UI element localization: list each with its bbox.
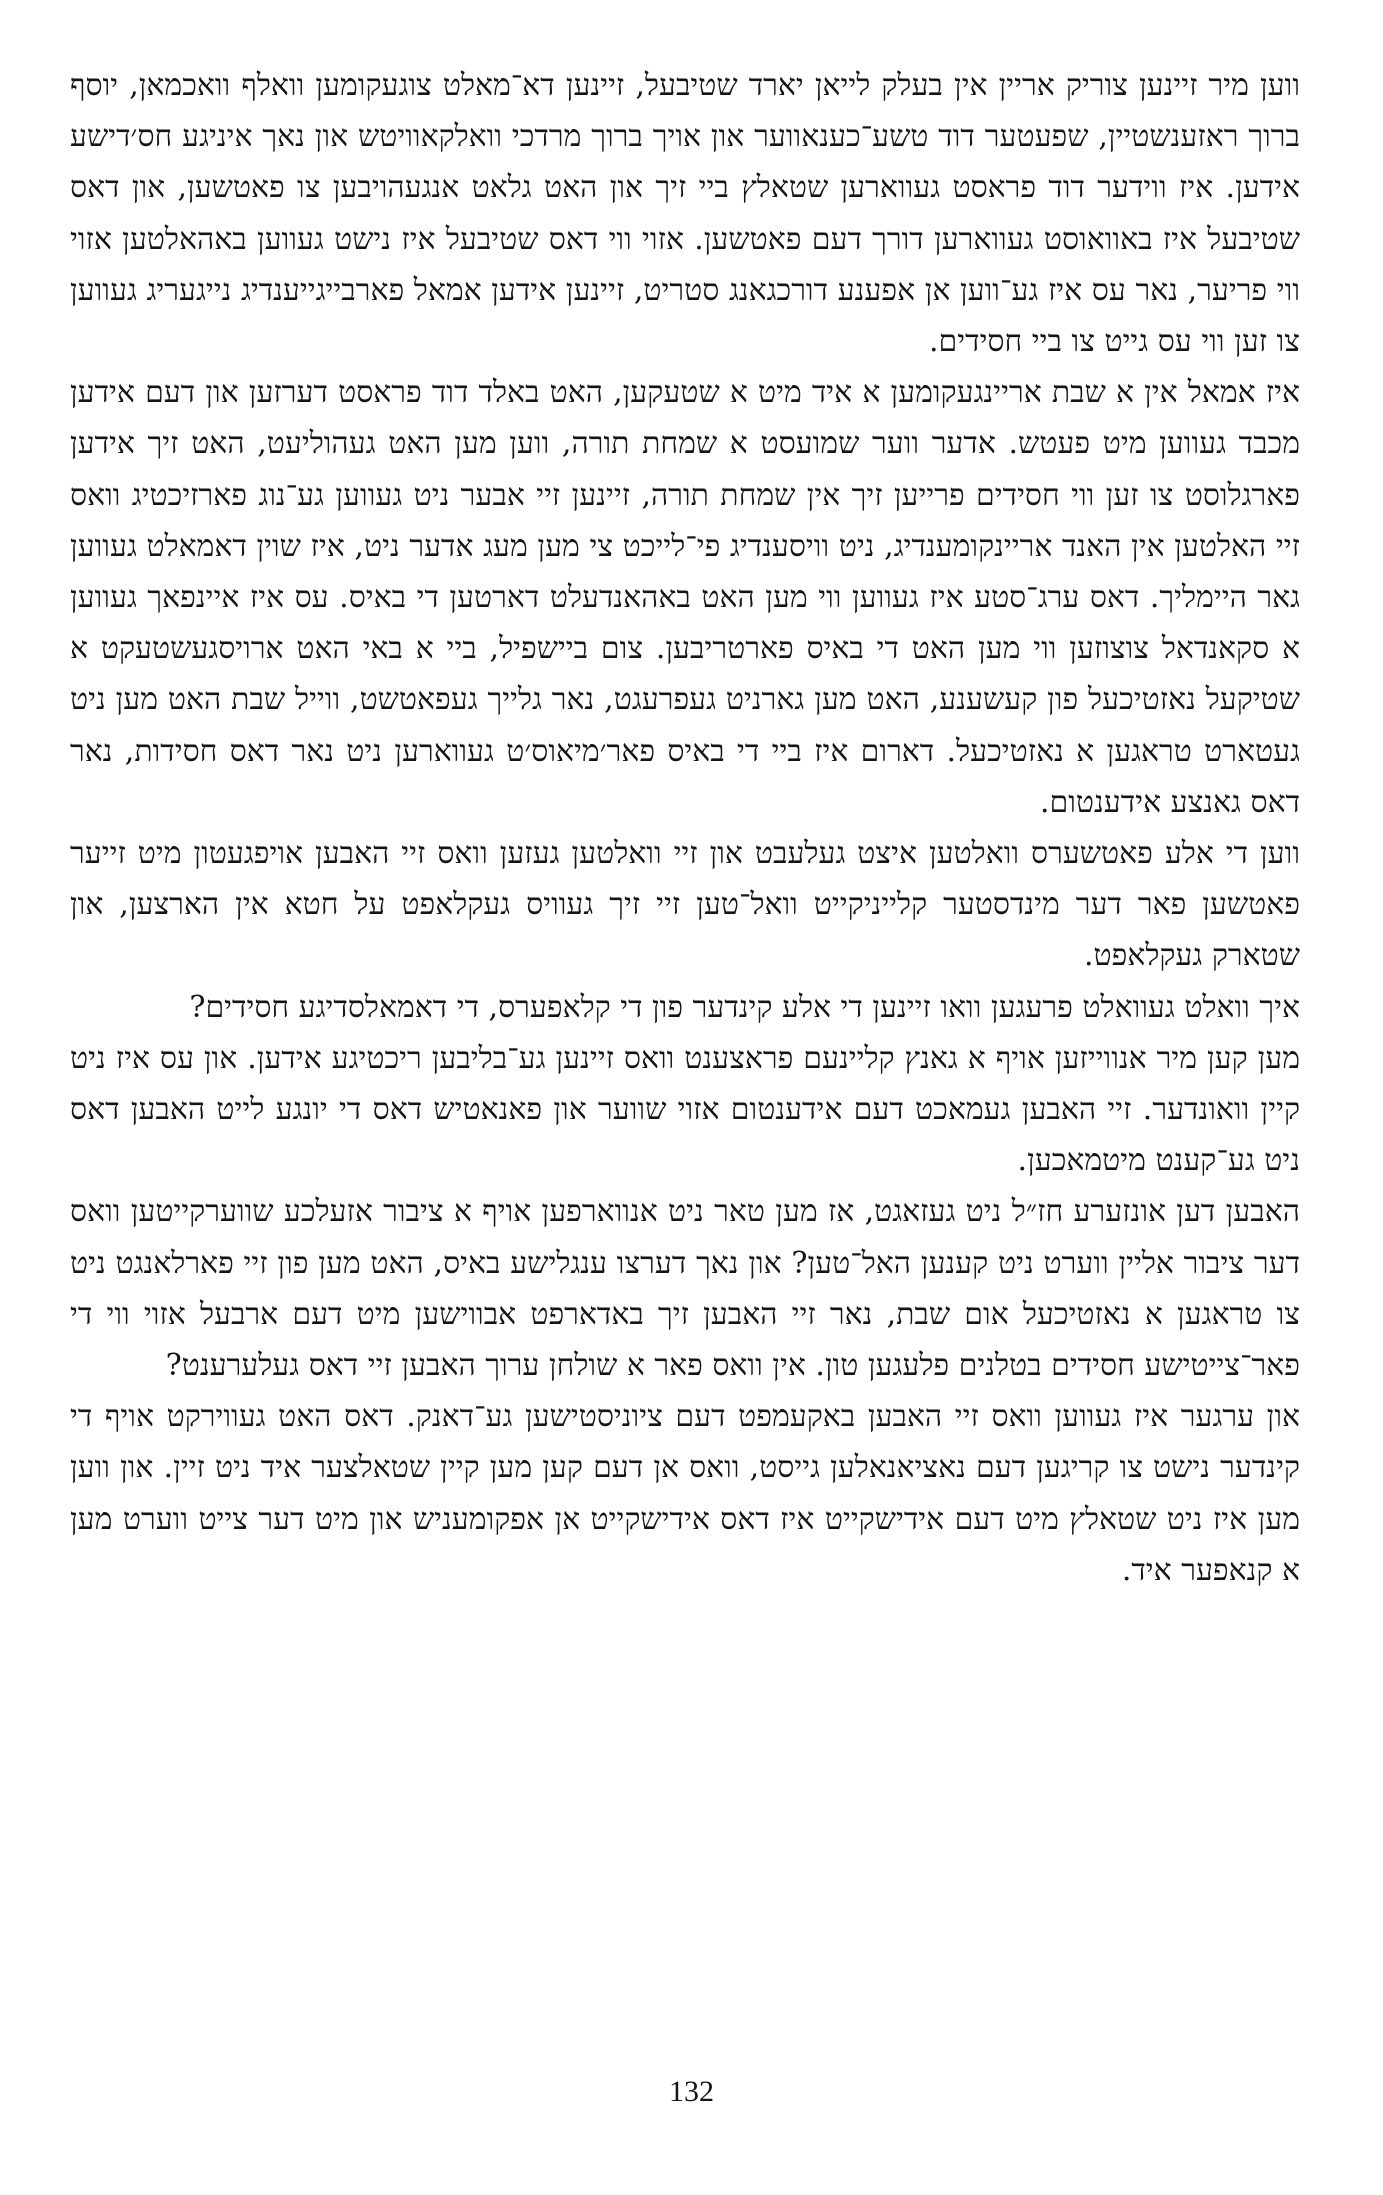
paragraph-text: ווען די אלע פאטשערס וואלטען איצט געלעבט און זיי וואלטען געזען וואס זיי האבען אויפגעטון מיט זייער פאטשען פאר דער מינדסטער קלייניקייט וואל־טען זיי זיך געוויס געקלאפט על חטא אין הארצען, און שטארק געקלאפט.: [70, 836, 1300, 974]
paragraph-6: [70, 1186, 1300, 1391]
paragraph-text: מען קען מיר אנווייזען אויף א גאנץ קליינעם פראצענט וואס זיינען גע־בליבען ריכטיגע אידען. און עס איז ניט קיין וואונדער. זיי האבען געמאכט דעם אידענטום אזוי שווער און פאנאטיש דאס די יונגע לייט האבען דאס ניט גע־קענט מיטמאכען.: [70, 1040, 1300, 1179]
paragraph-4: [70, 982, 1300, 1033]
paragraph-text: איז אמאל אין א שבת אריינגעקומען א איד מיט א שטעקען, האט באלד דוד פראסט דערזען און דעם אידען מכבד געווען מיט פעטש. אדער ווער שמועסט א שמחת תורה, ווען מען האט געהוליעט, האט זיך אידען פארגלוסט צו זען ווי חסידים פרייען זיך אין שמחת תורה, זיינען זיי אבער ניט געווען גע־נוג פארזיכטיג וואס זיי האלטען אין האנד אריינקומענדיג, ניט וויסענדיג פי־לייכט צי מען מעג אדער ניט, איז שוין דאמאלט געווען גאר היימליך. דאס ערג־סטע איז געווען ווי מען האט באהאנדעלט דארטען די באיס. עס איז איינפאך געווען א סקאנדאל צוצוזען ווי מען האט די באיס פארטריבען. צום ביישפיל, ביי א באי האט ארויסגעשטעקט א שטיקעל נאזטיכעל פון קעשענע, האט מען גארניט געפרעגט, נאר גלייך געפאטשט, ווייל שבת האט מען ניט געטארט טראגען א נאזטיכעל. דארום איז ביי די באיס פאר׳מיאוס׳ט געווארען ניט נאר דאס חסידות, נאר דאס גאנצע אידענטום.: [70, 375, 1300, 820]
paragraph-text: און ערגער איז געווען וואס זיי האבען באקעמפט דעם ציוניסטישען גע־דאנק. דאס האט געווירקט אויף די קינדער נישט צו קריגען דעם נאציאנאלען גייסט, וואס אן דעם קען מען קיין שטאלצער איד ניט זיין. און ווען מען איז ניט שטאלץ מיט דעם אידישקייט איז דאס אידישקייט אן אפקומעניש און מיט דער צייט ווערט מען א קנאפער איד.: [70, 1399, 1300, 1588]
page-number: 132: [669, 2075, 714, 2108]
paragraph-5: [70, 1033, 1300, 1187]
paragraph-1: [70, 60, 1300, 367]
paragraph-3: [70, 828, 1300, 982]
paragraph-text: ווען מיר זיינען צוריק אריין אין בעלק לייאן יארד שטיבעל, זיינען דא־מאלט צוגעקומען וואלף וואכמאן, יוסף ברוך ראזענשטיין, שפעטער דוד טשע־כענאווער און אויך ברוך מרדכי וואלקאוויטש און נאך איניגע חס׳דישע אידען. איז ווידער דוד פראסט געווארען שטאלץ ביי זיך און האט גלאט אנגעהויבען צו פאטשען, און דאס שטיבעל איז באוואוסט געווארען דורך דעם פאטשען. אזוי ווי דאס שטיבעל איז נישט געווען באהאלטען אזוי ווי פריער, נאר עס איז גע־ווען אן אפענע דורכגאנג סטריט, זיינען אידען אמאל פארבייגייענדיג נייגעריג געווען צו זען ווי עס גייט צו ביי חסידים.: [70, 68, 1300, 360]
paragraph-text: איך וואלט געוואלט פרעגען וואו זיינען די אלע קינדער פון די קלאפערס, די דאמאלסדיגע חסידים?: [189, 989, 1300, 1025]
paragraph-text: האבען דען אונזערע חז״ל ניט געזאגט, אז מען טאר ניט אנווארפען אויף א ציבור אזעלכע שווערקייטען וואס דער ציבור אליין ווערט ניט קענען האל־טען? און נאך דערצו ענגלישע באיס, האט מען פון זיי פארלאנגט ניט צו טראגען א נאזטיכעל אום שבת, נאר זיי האבען זיך באדארפט אבווישען מיט דעם ארבעל אזוי ווי די פאר־צייטישע חסידים בטלנים פלעגען טון. אין וואס פאר א שולחן ערוך האבען זיי דאס געלערענט?: [70, 1194, 1300, 1384]
paragraph-2: [70, 367, 1300, 828]
document-page: [70, 60, 1300, 2100]
paragraph-7: [70, 1391, 1300, 1596]
